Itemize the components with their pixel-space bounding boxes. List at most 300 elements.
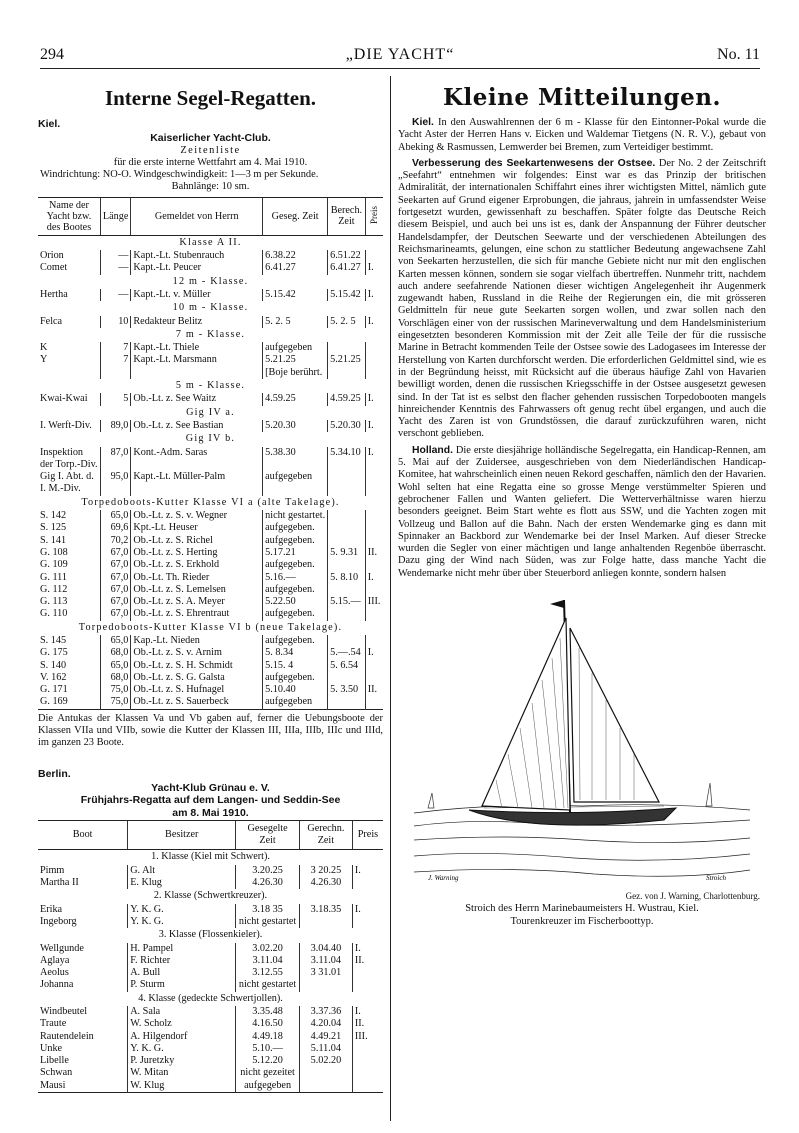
cell-p (365, 584, 383, 596)
cell-owner: Ob.-Lt. z. S. A. Meyer (131, 596, 263, 608)
cell-owner: Ob.-Lt. z. S. Sauerbeck (131, 696, 263, 709)
cell-g: 3.11.04 (236, 955, 300, 967)
cell-b: 4.59.25 (328, 393, 366, 405)
cell-p: I. (365, 572, 383, 584)
cell-owner: Ob.-Lt. z. S. Erkhold (131, 559, 263, 571)
cell-g: aufgegeben. (263, 559, 328, 571)
cell-r: 4.49.21 (299, 1031, 352, 1043)
class-row (38, 275, 383, 289)
class-label: 12 m - Klasse. (172, 275, 249, 287)
cell-p: I. (365, 647, 383, 659)
cell-p (365, 672, 383, 684)
cell-g: 5.15.42 (263, 289, 328, 301)
club-name-berlin: Yacht-Klub Grünau e. V. (151, 781, 270, 794)
table-row (38, 250, 383, 262)
table-row (38, 1067, 383, 1079)
table-row (38, 393, 383, 405)
cell-b (328, 672, 366, 684)
cell-p (352, 967, 383, 979)
cell-b (328, 535, 366, 547)
cell-g: 5.21.25 (263, 354, 328, 366)
cell-r: 3 20.25 (299, 865, 352, 877)
table-row (38, 471, 383, 496)
city-berlin: Berlin. (38, 767, 71, 780)
running-header (40, 46, 760, 68)
class-row (38, 328, 383, 342)
cell-boot: Rautendelein (40, 1030, 94, 1042)
col-header: Gerechn. Zeit (299, 820, 352, 850)
cell-boot: Schwan (40, 1067, 73, 1079)
cell-name: Felca (40, 315, 63, 327)
cell-name (38, 367, 100, 379)
cell-b: 5.—.54 (328, 647, 366, 659)
col-header: Gemeldet von Herrn (131, 197, 263, 235)
cell-bes: Y. K. G. (128, 1043, 236, 1055)
cell-boot: Aglaya (40, 954, 70, 966)
cell-name: S. 141 (40, 534, 67, 546)
cell-b: 5.20.30 (328, 420, 366, 432)
column-divider (390, 76, 391, 1121)
cell-owner: Ob.-Lt. z. S. Lemelsen (131, 584, 263, 596)
cell-p (352, 1080, 383, 1093)
news-kiel: Kiel. In den Auswahlrennen der 6 m - Klasse für den Eintonner-Pokal wurde die Yacht Aster der Herren Hans v. Eicken und Waldemar Tietgens (N. R. V.), gebaut von Abeking & Rasmussen, Lemwerder bei Bremen, zum Verteidiger bestimmt. (398, 117, 766, 153)
table-row (38, 420, 383, 432)
cell-g: 5.15. 4 (263, 660, 328, 672)
cell-len: 75,0 (100, 684, 130, 696)
cell-len: — (100, 250, 130, 262)
cell-boot: Mausi (40, 1079, 66, 1091)
cell-len: 87,0 (100, 447, 130, 472)
cell-g: aufgegeben (263, 696, 328, 709)
cell-len: 89,0 (100, 420, 130, 432)
cell-b (328, 522, 366, 534)
cell-bes: W. Mitan (128, 1067, 236, 1079)
table-row (38, 559, 383, 571)
cell-p (352, 877, 383, 889)
page-number: 294 (40, 46, 64, 63)
table-row (38, 584, 383, 596)
cell-p (365, 471, 383, 496)
journal-title: „DIE YACHT“ (345, 46, 455, 63)
svg-text:Stroich: Stroich (706, 873, 726, 882)
col-header: Länge (100, 197, 130, 235)
header-row (38, 820, 383, 850)
cell-len: 70,2 (100, 535, 130, 547)
cell-g: aufgegeben. (263, 672, 328, 684)
cell-name: Kwai-Kwai (40, 393, 88, 405)
cell-b: 6.41.27 (328, 262, 366, 274)
cell-name: G. 111 (40, 571, 67, 583)
cell-p (352, 1043, 383, 1055)
cell-b: 5.21.25 (328, 354, 366, 366)
cell-name: Orion (40, 250, 64, 262)
news-charts: Verbesserung des Seekartenwesens der Ostsee. Der No. 2 der Zeitschrift „Seefahrt“ entnehmen wir folgendes: Einst war es das Prinzip der britischen Admiralität, der internationalen Schiffahrt eines ihrer wichtigsten Mittel, nämlich gute Seekarten auf Grund eigener Erprobungen, die jahraus, jahrein in umfassendster Weise fortgesetzt wurden, gewissenhaft zu beschaffen. Später folgte das Deutsche Reich diesem Beispiel, und auch bei uns ist es, dank der Anspannung der Führer deutscher Handelsdampfer, der Deutschen Seewarte und der verschiedenen Abteilungen des Reichsmarineamts, gelungen, eine schon zu stattlicher Bedeutung angewachsene Zahl von Seekarten herzustellen, die sich für manche Gebiete nicht nur mit den englischen Karten messen können, sondern sie sogar vielfach übertreffen. Nunmehr tritt, nachdem auch andere seefahrende Nationen dieser wichtigen Angelegenheit ihr Augenmerk zugewandt haben, Russland in die Reihe der Regierungen ein, die mit grösseren Geldmitteln für neue gute Seekarten sorgen wollen, und zwar sollen nach den Vorschlägen einer von der russischen Marineverwaltung und dem Handelsministerium eingesetzten besonderen Kommission mit der Zeit alle Teile der für die russische Marine in Betracht kommenden Teile der Ostsee sowie des Ladogasees im Interesse der Herstellung von Karten durchforscht werden. Die erforderlichen Geldmittel sind, wie es in der Begründung heisst, mit Rücksicht auf die überaus häufige Zahl von Havarien bewilligt worden, denen die russischen Kriegsschiffe in der Ostsee ausgesetzt gewesen sind. In der Tat ist es selbst den flacher gehenden russischen Torpedobooten mangels hinreichender Kenntnis des Fahrwassers oft genug recht übel ergangen, und auch die Yacht des Zaren ist von Grundstössen, die darauf zurückzuführen waren, nicht verschont geblieben. (398, 157, 766, 440)
cell-len: 67,0 (100, 547, 130, 559)
cell-boot: Erika (40, 903, 63, 915)
cell-g: aufgegeben (236, 1080, 300, 1093)
cell-g: nicht gezeitet (236, 1067, 300, 1079)
cell-p (365, 608, 383, 620)
cell-g: aufgegeben. (263, 535, 328, 547)
cell-g: 5.10.— (236, 1043, 300, 1055)
class-row (38, 889, 383, 903)
left-column (38, 80, 383, 1093)
cell-r: 4.26.30 (299, 877, 352, 889)
table-row (38, 865, 383, 877)
cell-bes: A. Bull (128, 967, 236, 979)
cell-g: aufgegeben (263, 342, 328, 354)
table-row (38, 535, 383, 547)
cell-name: G. 171 (40, 684, 68, 696)
regatta-title: Frühjahrs-Regatta auf dem Langen- und Seddin-See (80, 794, 341, 807)
cell-g: nicht gestartet (236, 916, 300, 928)
cell-name: V. 162 (40, 671, 67, 683)
cell-g: aufgegeben. (263, 522, 328, 534)
cell-r: 3.37.36 (299, 1006, 352, 1018)
header-rule (40, 68, 760, 69)
cell-name: G. 113 (40, 596, 68, 608)
sailboat-illustration (414, 588, 750, 888)
race-info: für die erste interne Wettfahrt am 4. Mai 1910. (113, 156, 308, 168)
cell-g: 4.16.50 (236, 1018, 300, 1030)
cell-owner: Ob.-Lt. z. S. G. Galsta (131, 672, 263, 684)
illustration-subcaption: Tourenkreuzer im Fischerboottyp. (510, 916, 654, 928)
cell-g: 3.20.25 (236, 865, 300, 877)
cell-g: nicht gestartet. (263, 510, 328, 522)
table-row (38, 1043, 383, 1055)
cell-g: 6.38.22 (263, 250, 328, 262)
cell-owner: Ob.-Lt. z. See Bastian (131, 420, 263, 432)
cell-owner: Ob.-Lt. z. S. v. Arnim (131, 647, 263, 659)
class-label: 1. Klasse (Kiel mit Schwert). (151, 851, 270, 863)
cell-bes: G. Alt (128, 865, 236, 877)
cell-p: II. (352, 955, 383, 967)
cell-len: 75,0 (100, 696, 130, 709)
right-column (398, 80, 766, 928)
table-row (38, 510, 383, 522)
cell-g: 5. 2. 5 (263, 316, 328, 328)
cell-r (299, 979, 352, 991)
cell-p (365, 635, 383, 647)
cell-owner: Redakteur Belitz (131, 316, 263, 328)
cell-bes: Y. K. G. (128, 916, 236, 928)
cell-len: 67,0 (100, 608, 130, 620)
cell-bes: W. Scholz (128, 1018, 236, 1030)
class-label: Klasse A II. (179, 236, 242, 248)
cell-owner: Ob.-Lt. z. S. Hufnagel (131, 684, 263, 696)
cell-b: 5. 6.54 (328, 660, 366, 672)
table-row (38, 596, 383, 608)
results-table-berlin (38, 820, 383, 1093)
cell-name: S. 140 (40, 659, 67, 671)
club-name: Kaiserlicher Yacht-Club. (150, 132, 271, 145)
cell-r: 5.11.04 (299, 1043, 352, 1055)
section-heading-news: Kleine Mitteilungen. (443, 84, 721, 111)
cell-p (352, 979, 383, 991)
table-row (38, 672, 383, 684)
cell-p: III. (352, 1031, 383, 1043)
cell-p (365, 342, 383, 354)
class-row (38, 621, 383, 635)
cell-p (352, 1055, 383, 1067)
table-row (38, 904, 383, 916)
cell-p: II. (365, 684, 383, 696)
cell-b (328, 471, 366, 496)
cell-len: 5 (100, 393, 130, 405)
cell-p (365, 535, 383, 547)
news-holland: Holland. Die erste diesjährige holländische Segelregatta, ein Handicap-Rennen, am 5. Mai auf der Zuidersee, ausgeschrieben von dem Niederländischen Handicap-Komitee, hat wahrscheinlich einen neuen Rekord geschaffen, nämlich den der Havarien. Wohl selten hat eine Regatta eine so grosse Menge verstümmelter Spieren und gebrochener Fallen und Wanten geliefert. Die Wetterverhältnisse waren hierzu besonders geeignet. Beim Start wehte es flott aus SSW, und die Yachten zogen mit Vollzeug und Ballon auf die Bahn. Nach der ersten Wendemarke ging es dann mit Spinnaker an Backbord zur Wendemarke bei der Insel Marken. Auf dieser Strecke wurden die Segler von einer mächtigen und lange anhaltenden Regenböe überrascht. Dazu ging der Wind nach Süden, was zur Folge hatte, dass manche Yacht die Wendemarke nicht mehr über über Steuerbord anliegen konnte, sondern halsen (398, 444, 766, 579)
cell-len: 67,0 (100, 596, 130, 608)
cell-r: 4.20.04 (299, 1018, 352, 1030)
cell-len: 10 (100, 316, 130, 328)
cell-name: G. 109 (40, 559, 68, 571)
cell-p (365, 354, 383, 366)
cell-name: G. 110 (40, 608, 68, 620)
city-kiel: Kiel. (38, 118, 61, 130)
class-row (38, 496, 383, 510)
cell-boot: Libelle (40, 1055, 69, 1067)
section-heading: Interne Segel-Regatten. (104, 86, 317, 110)
table-row (38, 447, 383, 472)
cell-g: 4.26.30 (236, 877, 300, 889)
table-row (38, 916, 383, 928)
col-header: Besitzer (128, 820, 236, 850)
cell-name: G. 169 (40, 696, 68, 708)
cell-g: 5.17.21 (263, 547, 328, 559)
cell-boot: Johanna (40, 979, 74, 991)
class-row (38, 432, 383, 446)
cell-g: 3.02.20 (236, 943, 300, 955)
cell-p: I. (365, 262, 383, 274)
cell-p: I. (365, 420, 383, 432)
cell-p: II. (352, 1018, 383, 1030)
cell-g: 5.38.30 (263, 447, 328, 472)
table-row (38, 522, 383, 534)
class-label: 3. Klasse (Flossenkieler). (158, 929, 263, 941)
cell-owner: Ob.-Lt. z. S. Ehrentraut (131, 608, 263, 620)
issue-number: No. 11 (717, 46, 760, 63)
cell-name: S. 145 (40, 634, 67, 646)
col-header: Name der Yacht bzw. des Bootes (38, 197, 100, 235)
cell-name: Inspektion der Torp.-Div. (40, 446, 98, 470)
cell-len: 95,0 (100, 471, 130, 496)
class-row (38, 379, 383, 393)
col-header: Geseg. Zeit (263, 197, 328, 235)
cell-g: [Boje berührt. (263, 367, 328, 379)
table-row (38, 967, 383, 979)
course-length: Bahnlänge: 10 sm. (171, 181, 250, 193)
cell-r (299, 1080, 352, 1093)
table-row (38, 262, 383, 274)
cell-b: 5.15.42 (328, 289, 366, 301)
class-row (38, 235, 383, 250)
table-row (38, 943, 383, 955)
cell-p: I. (365, 393, 383, 405)
class-label: Gig IV b. (185, 433, 236, 445)
wind-info: Windrichtung: NO-O. Windgeschwindigkeit: 1—3 m per Sekunde. (40, 169, 319, 181)
cell-p: I. (352, 904, 383, 916)
cell-boot: Windbeutel (40, 1006, 88, 1017)
cell-len: 67,0 (100, 559, 130, 571)
class-label: 7 m - Klasse. (175, 328, 246, 340)
cell-owner: Ob.-Lt. z. See Waitz (131, 393, 263, 405)
class-row (38, 928, 383, 942)
cell-boot: Unke (40, 1042, 63, 1054)
cell-g: 4.49.18 (236, 1031, 300, 1043)
cell-g: aufgegeben. (263, 584, 328, 596)
cell-p (365, 660, 383, 672)
cell-g: aufgegeben (263, 471, 328, 496)
cell-owner: Kapt.-Lt. Marsmann (131, 354, 263, 366)
class-label: Torpedoboots-Kutter Klasse VI a (alte Takelage). (81, 496, 340, 508)
cell-name: G. 175 (40, 647, 68, 659)
cell-owner (131, 367, 263, 379)
illustration-caption: Stroich des Herrn Marinebaumeisters H. Wustrau, Kiel. (465, 903, 699, 915)
cell-name: G. 108 (40, 546, 68, 558)
cell-len: 68,0 (100, 672, 130, 684)
cell-len: 67,0 (100, 584, 130, 596)
col-header: Preis (352, 820, 383, 850)
cell-bes: H. Pampel (128, 943, 236, 955)
cell-owner: Ob.-Lt. z. S. v. Wegner (131, 510, 263, 522)
cell-name: S. 142 (40, 510, 67, 522)
cell-bes: E. Klug (128, 877, 236, 889)
table-row (38, 367, 383, 379)
cell-name: S. 125 (40, 522, 67, 534)
cell-g: 3.18 35 (236, 904, 300, 916)
cell-p (365, 522, 383, 534)
cell-boot: Traute (40, 1018, 67, 1030)
cell-p (365, 696, 383, 709)
cell-g: 3.12.55 (236, 967, 300, 979)
cell-b: 5.15.— (328, 596, 366, 608)
sailboat-drawing (414, 588, 750, 888)
cell-name: I. Werft-Div. (40, 419, 92, 431)
cell-b: 5. 9.31 (328, 547, 366, 559)
table-row (38, 696, 383, 709)
cell-bes: W. Klug (128, 1080, 236, 1093)
cell-len: 7 (100, 354, 130, 366)
class-label: 2. Klasse (Schwertkreuzer). (153, 890, 268, 902)
cell-len: 65,0 (100, 660, 130, 672)
cell-p (352, 916, 383, 928)
cell-b (328, 367, 366, 379)
cell-r: 3.11.04 (299, 955, 352, 967)
regatta-date: am 8. Mai 1910. (172, 806, 249, 819)
cell-p: I. (365, 289, 383, 301)
cell-b (328, 608, 366, 620)
cell-g: 5. 8.34 (263, 647, 328, 659)
cell-owner: Kapt.-Lt. v. Müller (131, 289, 263, 301)
table-row (38, 660, 383, 672)
cell-p: III. (365, 596, 383, 608)
cell-len: 7 (100, 342, 130, 354)
cell-p (352, 1067, 383, 1079)
cell-g: 5.22.50 (263, 596, 328, 608)
table-row (38, 547, 383, 559)
cell-b: 5.34.10 (328, 447, 366, 472)
table-row (38, 955, 383, 967)
table-row (38, 1055, 383, 1067)
cell-len: 69,6 (100, 522, 130, 534)
cell-bes: A. Sala (128, 1006, 236, 1018)
cell-owner: Kapt.-Lt. Thiele (131, 342, 263, 354)
cell-g: aufgegeben. (263, 635, 328, 647)
cell-g: nicht gestartet (236, 979, 300, 991)
cell-owner: Kapt.-Lt. Müller-Palm (131, 471, 263, 496)
col-header: Berech. Zeit (328, 197, 366, 235)
cell-p: I. (365, 316, 383, 328)
cell-p (365, 250, 383, 262)
cell-name: Hertha (40, 288, 68, 300)
cell-owner: Kap.-Lt. Nieden (131, 635, 263, 647)
table-row (38, 635, 383, 647)
cell-r: 5.02.20 (299, 1055, 352, 1067)
cell-len: 65,0 (100, 635, 130, 647)
class-label: 10 m - Klasse. (172, 302, 249, 314)
cell-bes: F. Richter (128, 955, 236, 967)
cell-b: 5. 2. 5 (328, 316, 366, 328)
cell-p (365, 559, 383, 571)
subheading: Zeitenliste (180, 144, 241, 156)
cell-g: 5.12.20 (236, 1055, 300, 1067)
cell-b (328, 635, 366, 647)
cell-p: I. (352, 865, 383, 877)
table-row (38, 289, 383, 301)
col-header: Boot (38, 820, 128, 850)
class-row (38, 301, 383, 315)
cell-p: II. (365, 547, 383, 559)
table-row (38, 1018, 383, 1030)
cell-b: 5. 8.10 (328, 572, 366, 584)
cell-owner: Ob.-Lt. Th. Rieder (131, 572, 263, 584)
cell-p: I. (365, 447, 383, 472)
cell-boot: Ingeborg (40, 915, 77, 927)
table-row (38, 647, 383, 659)
cell-b (328, 584, 366, 596)
cell-bes: P. Juretzky (128, 1055, 236, 1067)
col-header: Gesegelte Zeit (236, 820, 300, 850)
class-label: Torpedoboots-Kutter Klasse VI b (neue Takelage). (78, 621, 343, 633)
results-table-kiel (38, 197, 383, 710)
table-row (38, 979, 383, 991)
cell-g: aufgegeben. (263, 608, 328, 620)
cell-g: 6.41.27 (263, 262, 328, 274)
cell-len: 68,0 (100, 647, 130, 659)
table-row (38, 354, 383, 366)
table-note: Die Antukas der Klassen Va und Vb gaben auf, ferner die Uebungsboote der Klassen VIIa und VIIb, sowie die Kutter der Klassen III, IIIa, IIIb, IIIc und IIId, im ganzen 23 Boote. (38, 712, 383, 749)
cell-b: 5. 3.50 (328, 684, 366, 696)
cell-name: K (40, 342, 48, 354)
cell-boot: Aeolus (40, 967, 69, 979)
cell-g: 4.59.25 (263, 393, 328, 405)
svg-text:J. Warning: J. Warning (428, 873, 459, 882)
cell-bes: P. Sturm (128, 979, 236, 991)
cell-bes: Y. K. G. (128, 904, 236, 916)
table-row (38, 608, 383, 620)
table-row (38, 316, 383, 328)
cell-owner: Kont.-Adm. Saras (131, 447, 263, 472)
cell-owner: Ob.-Lt. z. S. Richel (131, 535, 263, 547)
cell-b (328, 696, 366, 709)
cell-name: Gig I. Abt. d. I. M.-Div. (40, 471, 94, 495)
class-label: Gig IV a. (186, 406, 235, 418)
table-row (38, 877, 383, 889)
cell-g: 3.35.48 (236, 1006, 300, 1018)
table-row (38, 1031, 383, 1043)
cell-len: 67,0 (100, 572, 130, 584)
cell-p: I. (352, 943, 383, 955)
